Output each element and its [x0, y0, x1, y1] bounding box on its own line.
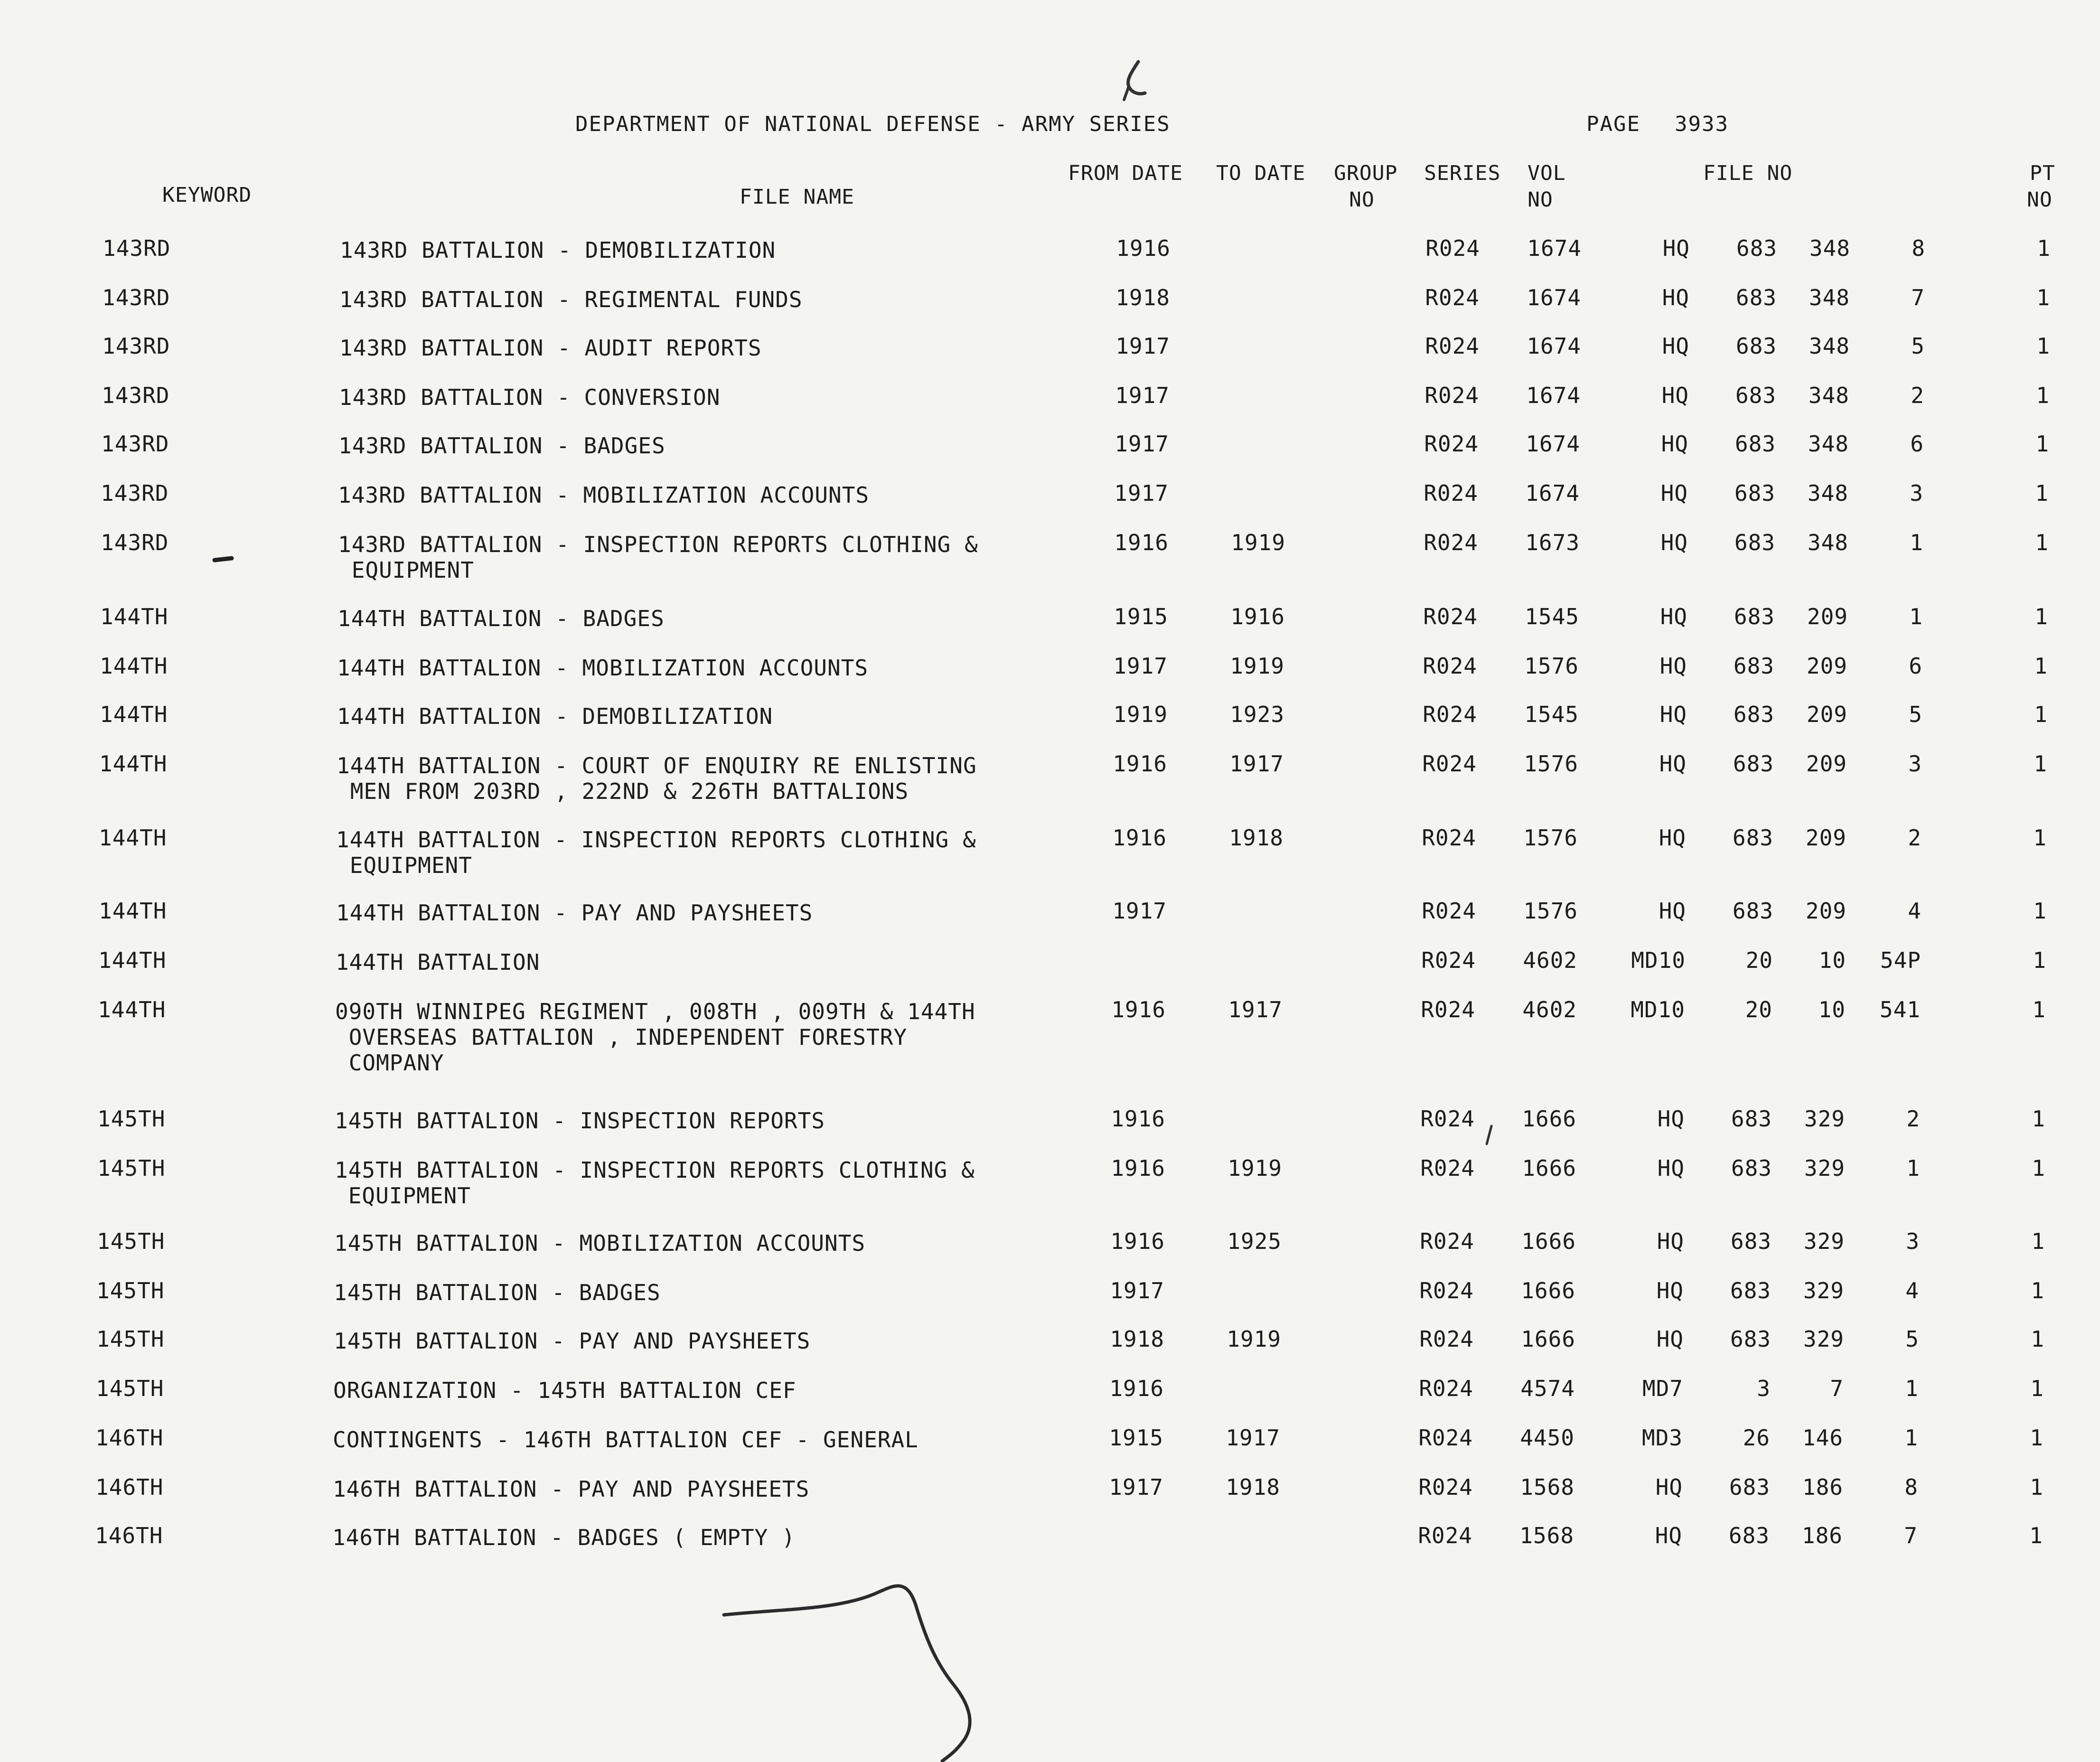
- cell-keyword: 144TH: [99, 825, 167, 851]
- cell-vol: 1666: [1522, 1106, 1576, 1132]
- cell-file-b: 329: [1804, 1106, 1845, 1132]
- cell-office: HQ: [1657, 1106, 1685, 1132]
- cell-series: R024: [1418, 1474, 1473, 1500]
- cell-series: R024: [1418, 1523, 1472, 1548]
- cell-pt: 1: [2034, 702, 2048, 727]
- cell-office: HQ: [1661, 431, 1688, 457]
- cell-office: HQ: [1660, 530, 1688, 555]
- cell-vol: 1674: [1527, 333, 1581, 359]
- cell-from: 1915: [1109, 1425, 1163, 1451]
- cell-file-a: 683: [1735, 285, 1777, 310]
- cell-series: R024: [1424, 480, 1478, 506]
- cell-pt: 1: [2035, 480, 2049, 506]
- cell-file-b: 209: [1805, 898, 1847, 924]
- cell-file-a: 683: [1736, 235, 1777, 261]
- cell-pt: 1: [2030, 1425, 2044, 1451]
- cell-file-a: 3: [1757, 1376, 1771, 1401]
- cell-file-name: 145TH BATTALION - MOBILIZATION ACCOUNTS: [334, 1230, 866, 1256]
- cell-vol: 4602: [1522, 997, 1577, 1022]
- cell-file-b: 186: [1801, 1523, 1843, 1548]
- cell-to: 1919: [1228, 1155, 1282, 1181]
- cell-series: R024: [1419, 1326, 1474, 1352]
- cell-file-b: 329: [1803, 1278, 1844, 1303]
- cell-file-c: 1: [1909, 604, 1923, 629]
- cell-pt: 1: [2034, 751, 2047, 777]
- cell-from: 1916: [1111, 1106, 1165, 1132]
- cell-pt: 1: [2035, 431, 2049, 457]
- cell-file-c: 6: [1909, 653, 1922, 679]
- cell-file-name: 145TH BATTALION - PAY AND PAYSHEETS: [334, 1328, 811, 1354]
- cell-file-a: 20: [1745, 947, 1773, 973]
- cell-file-c: 7: [1904, 1523, 1918, 1548]
- pen-squiggle-bottom: [724, 1586, 970, 1761]
- cell-vol: 1674: [1525, 480, 1580, 506]
- cell-file-name: 090TH WINNIPEG REGIMENT , 008TH , 009TH & 144TH OVERSEAS BATTALION , INDEPENDENT FORESTRY COMPANY: [335, 999, 975, 1076]
- cell-file-a: 683: [1732, 825, 1773, 851]
- cell-pt: 1: [2030, 1376, 2044, 1401]
- cell-file-a: 683: [1729, 1474, 1770, 1500]
- cell-file-name: 145TH BATTALION - INSPECTION REPORTS: [335, 1108, 825, 1134]
- cell-keyword: 144TH: [99, 751, 168, 777]
- cell-file-b: 186: [1802, 1474, 1843, 1500]
- cell-series: R024: [1421, 947, 1476, 973]
- cell-file-b: 348: [1807, 480, 1848, 506]
- cell-file-name: 143RD BATTALION - INSPECTION REPORTS CLOTHING & EQUIPMENT: [338, 532, 978, 583]
- cell-file-name: 143RD BATTALION - AUDIT REPORTS: [339, 335, 762, 361]
- cell-file-c: 5: [1911, 333, 1925, 359]
- cell-file-b: 348: [1807, 530, 1848, 555]
- cell-file-c: 3: [1910, 480, 1923, 506]
- cell-vol: 1576: [1523, 825, 1578, 851]
- cell-to: 1916: [1230, 604, 1285, 629]
- cell-to: 1917: [1226, 1425, 1280, 1451]
- cell-file-b: 329: [1804, 1155, 1845, 1181]
- cell-file-b: 348: [1809, 235, 1850, 261]
- cell-office: HQ: [1660, 604, 1688, 629]
- cell-keyword: 143RD: [102, 285, 170, 310]
- cell-file-a: 20: [1745, 997, 1772, 1022]
- cell-from: 1917: [1113, 653, 1168, 679]
- cell-office: HQ: [1659, 702, 1687, 727]
- cell-keyword: 144TH: [99, 898, 167, 924]
- cell-to: 1919: [1230, 653, 1284, 679]
- cell-vol: 1666: [1521, 1278, 1575, 1303]
- cell-keyword: 144TH: [100, 604, 169, 629]
- col-pt-no-2: NO: [2027, 188, 2053, 212]
- cell-from: 1917: [1114, 480, 1169, 506]
- cell-file-c: 3: [1906, 1228, 1920, 1254]
- cell-file-b: 348: [1808, 431, 1849, 457]
- cell-series: R024: [1425, 285, 1480, 310]
- cell-file-name: 146TH BATTALION - PAY AND PAYSHEETS: [333, 1476, 810, 1502]
- cell-series: R024: [1423, 604, 1478, 629]
- cell-file-name: 143RD BATTALION - DEMOBILIZATION: [340, 237, 776, 263]
- cell-file-b: 7: [1830, 1376, 1844, 1401]
- cell-pt: 1: [2033, 825, 2047, 851]
- cell-to: 1925: [1227, 1228, 1282, 1254]
- cell-pt: 1: [2029, 1523, 2043, 1548]
- cell-from: 1917: [1112, 898, 1167, 924]
- cell-file-a: 683: [1734, 604, 1775, 629]
- col-group-no-2: NO: [1349, 188, 1375, 212]
- cell-file-name: 143RD BATTALION - BADGES: [338, 433, 666, 459]
- cell-series: R024: [1419, 1278, 1474, 1303]
- cell-from: 1916: [1111, 1155, 1165, 1181]
- cell-office: HQ: [1655, 1474, 1683, 1500]
- cell-file-name: 143RD BATTALION - REGIMENTAL FUNDS: [339, 287, 803, 312]
- cell-to: 1919: [1231, 530, 1285, 555]
- cell-series: R024: [1422, 825, 1476, 851]
- col-from-date: FROM DATE: [1068, 161, 1183, 185]
- cell-file-a: 683: [1728, 1523, 1770, 1548]
- cell-file-name: 144TH BATTALION - COURT OF ENQUIRY RE ENLISTING MEN FROM 203RD , 222ND & 226TH BATTALIONS: [337, 753, 977, 804]
- cell-file-a: 683: [1735, 333, 1777, 359]
- cell-to: 1918: [1229, 825, 1284, 851]
- page-number: 3933: [1675, 112, 1729, 136]
- cell-file-name: ORGANIZATION - 145TH BATTALION CEF: [333, 1378, 797, 1403]
- cell-keyword: 145TH: [96, 1376, 164, 1401]
- cell-from: 1916: [1111, 997, 1166, 1022]
- cell-vol: 1666: [1521, 1326, 1575, 1352]
- document-title: DEPARTMENT OF NATIONAL DEFENSE - ARMY SERIES: [575, 112, 1171, 136]
- cell-series: R024: [1424, 431, 1479, 457]
- cell-file-a: 683: [1732, 898, 1773, 924]
- cell-keyword: 143RD: [101, 480, 169, 506]
- cell-from: 1916: [1110, 1228, 1165, 1254]
- cell-series: R024: [1420, 1228, 1474, 1254]
- cell-file-a: 683: [1731, 1155, 1772, 1181]
- cell-series: R024: [1422, 751, 1477, 777]
- cell-file-c: 1: [1906, 1155, 1920, 1181]
- cell-keyword: 145TH: [97, 1155, 166, 1181]
- cell-file-c: 1: [1910, 530, 1923, 555]
- cell-file-name: 144TH BATTALION - BADGES: [338, 606, 665, 631]
- col-vol-no-2: NO: [1528, 188, 1553, 212]
- col-to-date: TO DATE: [1216, 161, 1306, 185]
- cell-file-c: 3: [1908, 751, 1922, 777]
- col-file-name: FILE NAME: [740, 185, 854, 209]
- cell-keyword: 145TH: [96, 1326, 165, 1352]
- cell-from: 1918: [1116, 285, 1170, 310]
- cell-file-name: 144TH BATTALION - INSPECTION REPORTS CLOTHING & EQUIPMENT: [336, 827, 976, 878]
- cell-office: HQ: [1655, 1523, 1682, 1548]
- cell-vol: 1666: [1522, 1155, 1576, 1181]
- cell-from: 1917: [1109, 1474, 1163, 1500]
- cell-file-c: 541: [1879, 997, 1921, 1022]
- cell-keyword: 143RD: [101, 431, 169, 457]
- cell-file-a: 683: [1733, 751, 1774, 777]
- cell-file-c: 2: [1911, 383, 1924, 408]
- cell-office: HQ: [1659, 898, 1686, 924]
- cell-from: 1917: [1110, 1278, 1164, 1303]
- cell-file-b: 209: [1806, 653, 1847, 679]
- cell-file-a: 683: [1733, 702, 1774, 727]
- cell-series: R024: [1422, 898, 1476, 924]
- cell-pt: 1: [2031, 1228, 2045, 1254]
- cell-keyword: 143RD: [101, 530, 169, 555]
- cell-from: 1917: [1115, 383, 1170, 408]
- cell-file-name: 146TH BATTALION - BADGES ( EMPTY ): [332, 1525, 796, 1550]
- cell-series: R024: [1425, 235, 1480, 261]
- cell-file-c: 5: [1905, 1326, 1919, 1352]
- cell-pt: 1: [2030, 1474, 2044, 1500]
- cell-file-c: 5: [1909, 702, 1922, 727]
- cell-file-c: 2: [1908, 825, 1922, 851]
- cell-from: 1916: [1116, 235, 1171, 261]
- cell-from: 1919: [1113, 702, 1168, 727]
- cell-file-b: 209: [1806, 751, 1847, 777]
- cell-series: R024: [1418, 1425, 1473, 1451]
- col-keyword: KEYWORD: [162, 183, 252, 207]
- cell-series: R024: [1425, 333, 1480, 359]
- cell-vol: 1666: [1521, 1228, 1576, 1254]
- col-pt-no: PT: [2030, 161, 2055, 185]
- cell-from: 1918: [1110, 1326, 1164, 1352]
- cell-series: R024: [1423, 653, 1477, 679]
- col-series: SERIES: [1424, 161, 1501, 185]
- cell-vol: 1576: [1524, 653, 1579, 679]
- cell-file-b: 209: [1805, 825, 1847, 851]
- cell-from: 1915: [1114, 604, 1168, 629]
- cell-file-a: 683: [1734, 530, 1775, 555]
- cell-pt: 1: [2032, 1155, 2045, 1181]
- cell-file-b: 10: [1818, 997, 1846, 1022]
- cell-file-c: 8: [1904, 1474, 1918, 1500]
- cell-file-a: 683: [1730, 1326, 1771, 1352]
- cell-office: MD10: [1631, 997, 1685, 1022]
- cell-pt: 1: [2032, 997, 2046, 1022]
- cell-pt: 1: [2033, 947, 2046, 973]
- cell-from: 1916: [1114, 530, 1169, 555]
- cell-file-name: 144TH BATTALION: [336, 949, 540, 975]
- cell-pt: 1: [2036, 333, 2050, 359]
- cell-office: HQ: [1659, 653, 1687, 679]
- cell-office: HQ: [1657, 1228, 1684, 1254]
- cell-keyword: 144TH: [98, 947, 167, 973]
- cell-file-name: 143RD BATTALION - CONVERSION: [339, 384, 721, 410]
- cell-from: 1916: [1112, 825, 1167, 851]
- col-file-no: FILE NO: [1703, 161, 1793, 185]
- cell-pt: 1: [2032, 1106, 2045, 1132]
- cell-from: 1917: [1115, 431, 1169, 457]
- cell-series: R024: [1423, 702, 1477, 727]
- cell-file-name: 145TH BATTALION - INSPECTION REPORTS CLOTHING & EQUIPMENT: [335, 1157, 975, 1209]
- cell-office: MD10: [1631, 947, 1686, 973]
- cell-office: HQ: [1659, 751, 1687, 777]
- cell-from: 1916: [1109, 1376, 1164, 1401]
- cell-keyword: 145TH: [96, 1278, 165, 1303]
- cell-to: 1918: [1226, 1474, 1280, 1500]
- cell-office: MD7: [1642, 1376, 1683, 1401]
- cell-file-name: 144TH BATTALION - PAY AND PAYSHEETS: [336, 900, 813, 926]
- cell-vol: 1674: [1526, 431, 1580, 457]
- cell-keyword: 145TH: [97, 1106, 166, 1132]
- cell-file-c: 1: [1904, 1425, 1918, 1451]
- cell-file-c: 54P: [1880, 947, 1921, 973]
- cell-pt: 1: [2034, 653, 2048, 679]
- cell-file-a: 26: [1743, 1425, 1770, 1451]
- cell-to: 1917: [1229, 751, 1284, 777]
- cell-pt: 1: [2031, 1278, 2044, 1303]
- cell-file-a: 683: [1734, 431, 1776, 457]
- cell-file-b: 348: [1809, 285, 1850, 310]
- cell-vol: 1545: [1524, 702, 1579, 727]
- cell-file-b: 348: [1808, 383, 1849, 408]
- cell-series: R024: [1425, 383, 1479, 408]
- cell-pt: 1: [2036, 383, 2050, 408]
- cell-vol: 4450: [1520, 1425, 1575, 1451]
- cell-file-b: 209: [1806, 702, 1847, 727]
- cell-from: 1916: [1113, 751, 1167, 777]
- cell-pt: 1: [2034, 604, 2048, 629]
- cell-series: R024: [1424, 530, 1478, 555]
- cell-file-c: 4: [1908, 898, 1922, 924]
- cell-from: 1917: [1116, 333, 1170, 359]
- cell-office: HQ: [1657, 1155, 1685, 1181]
- col-vol-no: VOL: [1528, 161, 1566, 185]
- pen-mark-mid: [1487, 1126, 1491, 1144]
- cell-vol: 1568: [1520, 1474, 1575, 1500]
- cell-file-b: 329: [1803, 1326, 1844, 1352]
- cell-file-b: 146: [1802, 1425, 1843, 1451]
- pen-dash-left: [215, 558, 232, 560]
- cell-vol: 1674: [1527, 285, 1581, 310]
- cell-file-c: 6: [1910, 431, 1924, 457]
- cell-file-a: 683: [1730, 1228, 1772, 1254]
- cell-file-b: 209: [1807, 604, 1848, 629]
- cell-keyword: 144TH: [100, 653, 168, 679]
- cell-vol: 1576: [1524, 751, 1578, 777]
- cell-keyword: 146TH: [95, 1474, 164, 1500]
- cell-keyword: 146TH: [95, 1523, 163, 1548]
- cell-vol: 4574: [1520, 1376, 1575, 1401]
- pen-mark-top: [1128, 62, 1145, 94]
- cell-file-c: 2: [1906, 1106, 1920, 1132]
- cell-file-a: 683: [1733, 653, 1774, 679]
- cell-office: HQ: [1656, 1278, 1684, 1303]
- cell-keyword: 143RD: [103, 235, 171, 261]
- cell-office: HQ: [1656, 1326, 1684, 1352]
- cell-vol: 1545: [1525, 604, 1579, 629]
- pen-mark-tick: [1124, 86, 1129, 100]
- cell-file-a: 683: [1735, 383, 1776, 408]
- cell-keyword: 144TH: [98, 997, 166, 1022]
- cell-keyword: 143RD: [102, 333, 170, 359]
- cell-file-b: 329: [1803, 1228, 1845, 1254]
- cell-vol: 1674: [1526, 383, 1581, 408]
- col-group-no: GROUP: [1334, 161, 1398, 185]
- cell-office: HQ: [1660, 480, 1688, 506]
- cell-file-c: 1: [1905, 1376, 1919, 1401]
- cell-vol: 1568: [1519, 1523, 1574, 1548]
- cell-file-name: CONTINGENTS - 146TH BATTALION CEF - GENERAL: [333, 1427, 919, 1453]
- cell-file-name: 143RD BATTALION - MOBILIZATION ACCOUNTS: [338, 482, 870, 508]
- cell-keyword: 146TH: [95, 1425, 164, 1451]
- cell-series: R024: [1420, 1155, 1475, 1181]
- cell-series: R024: [1419, 1376, 1473, 1401]
- page-label: PAGE: [1586, 112, 1641, 136]
- cell-pt: 1: [2036, 285, 2050, 310]
- cell-vol: 1673: [1525, 530, 1580, 555]
- cell-vol: 4602: [1523, 947, 1577, 973]
- cell-pt: 1: [2037, 235, 2051, 261]
- cell-file-c: 4: [1905, 1278, 1919, 1303]
- cell-vol: 1576: [1523, 898, 1578, 924]
- cell-pt: 1: [2033, 898, 2047, 924]
- cell-office: HQ: [1662, 235, 1690, 261]
- cell-file-a: 683: [1730, 1278, 1771, 1303]
- cell-series: R024: [1420, 1106, 1475, 1132]
- cell-office: HQ: [1662, 333, 1689, 359]
- cell-keyword: 145TH: [97, 1228, 165, 1254]
- cell-file-a: 683: [1734, 480, 1775, 506]
- cell-file-name: 144TH BATTALION - MOBILIZATION ACCOUNTS: [337, 655, 869, 681]
- cell-keyword: 143RD: [102, 383, 170, 408]
- cell-file-c: 7: [1911, 285, 1925, 310]
- cell-office: MD3: [1641, 1425, 1683, 1451]
- cell-office: HQ: [1661, 383, 1689, 408]
- cell-file-c: 8: [1912, 235, 1925, 261]
- cell-office: HQ: [1662, 285, 1689, 310]
- cell-pt: 1: [2031, 1326, 2044, 1352]
- cell-pt: 1: [2035, 530, 2049, 555]
- cell-file-a: 683: [1731, 1106, 1772, 1132]
- cell-office: HQ: [1659, 825, 1686, 851]
- cell-to: 1919: [1227, 1326, 1281, 1352]
- cell-file-name: 145TH BATTALION - BADGES: [334, 1280, 661, 1305]
- cell-file-b: 348: [1809, 333, 1850, 359]
- cell-to: 1923: [1230, 702, 1284, 727]
- cell-series: R024: [1421, 997, 1475, 1022]
- cell-keyword: 144TH: [100, 702, 168, 727]
- cell-vol: 1674: [1527, 235, 1582, 261]
- cell-file-b: 10: [1819, 947, 1846, 973]
- cell-to: 1917: [1228, 997, 1283, 1022]
- cell-file-name: 144TH BATTALION - DEMOBILIZATION: [337, 703, 773, 729]
